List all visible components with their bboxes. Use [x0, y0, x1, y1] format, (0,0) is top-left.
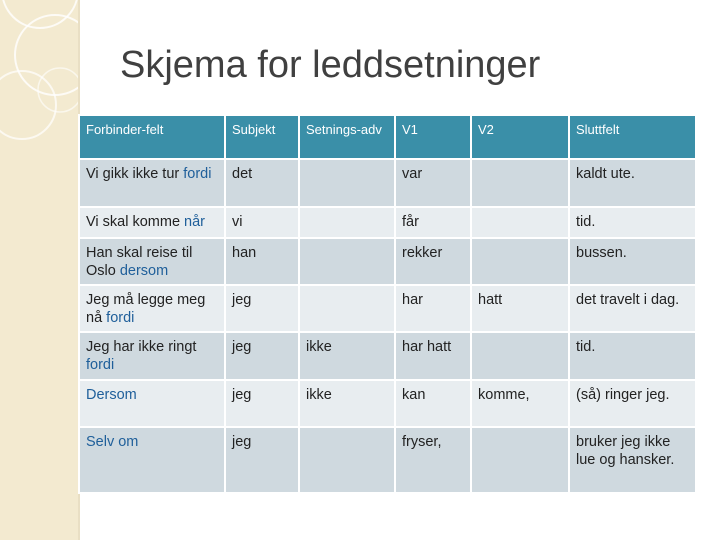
- conjunction: Selv om: [86, 434, 139, 450]
- subjekt-cell: vi: [225, 207, 299, 238]
- setningsadv-cell: [299, 159, 395, 207]
- decorative-side-band: [0, 0, 78, 540]
- subjekt-cell: jeg: [225, 427, 299, 493]
- setningsadv-cell: [299, 238, 395, 285]
- forbinder-text: Vi gikk ikke tur: [86, 166, 184, 182]
- v1-cell: kan: [395, 380, 471, 427]
- decorative-circles-graphic: [0, 0, 78, 540]
- v1-cell: fryser,: [395, 427, 471, 493]
- header-v1: V1: [395, 115, 471, 159]
- forbinder-cell: [79, 238, 225, 285]
- v2-cell: [471, 207, 569, 238]
- forbinder-text: Han skal reise til Oslo: [86, 245, 193, 279]
- table-row: [79, 332, 696, 380]
- conjunction: Dersom: [86, 387, 137, 403]
- table-row: [79, 238, 696, 285]
- setningsadv-cell: [299, 285, 395, 332]
- v1-cell: var: [395, 159, 471, 207]
- forbinder-cell: [79, 159, 225, 207]
- forbinder-cell: [79, 380, 225, 427]
- table-row: [79, 285, 696, 332]
- conjunction: fordi: [183, 166, 212, 182]
- forbinder-cell: [79, 427, 225, 493]
- v2-cell: [471, 332, 569, 380]
- forbinder-cell: [79, 207, 225, 238]
- clause-schema-table: [78, 114, 697, 494]
- v2-cell: komme,: [471, 380, 569, 427]
- sluttfelt-cell: bussen.: [569, 238, 696, 285]
- table-row: [79, 159, 696, 207]
- v2-cell: [471, 238, 569, 285]
- header-forbinder-felt: Forbinder-felt: [79, 115, 225, 159]
- table-row: [79, 427, 696, 493]
- setningsadv-cell: ikke: [299, 380, 395, 427]
- table-row: [79, 380, 696, 427]
- header-v2: V2: [471, 115, 569, 159]
- forbinder-cell: [79, 332, 225, 380]
- conjunction: dersom: [119, 263, 169, 279]
- v1-cell: rekker: [395, 238, 471, 285]
- forbinder-text: Vi skal komme: [86, 214, 185, 230]
- setningsadv-cell: [299, 427, 395, 493]
- table-row: [79, 207, 696, 238]
- v1-cell: har: [395, 285, 471, 332]
- forbinder-cell: [79, 285, 225, 332]
- slide-title: Skjema for leddsetninger: [120, 44, 541, 86]
- header-sluttfelt: Sluttfelt: [569, 115, 696, 159]
- conjunction: fordi: [86, 357, 115, 373]
- subjekt-cell: det: [225, 159, 299, 207]
- sluttfelt-cell: (så) ringer jeg.: [569, 380, 696, 427]
- conjunction: når: [184, 214, 206, 230]
- forbinder-text: Jeg har ikke ringt: [86, 339, 197, 355]
- sluttfelt-cell: kaldt ute.: [569, 159, 696, 207]
- table-header-row: [79, 115, 696, 159]
- sluttfelt-cell: det travelt i dag.: [569, 285, 696, 332]
- subjekt-cell: jeg: [225, 285, 299, 332]
- v1-cell: får: [395, 207, 471, 238]
- forbinder-text: Jeg må legge meg nå: [86, 292, 206, 326]
- header-setningsadv: Setnings-adv: [299, 115, 395, 159]
- v2-cell: [471, 159, 569, 207]
- sluttfelt-cell: tid.: [569, 332, 696, 380]
- setningsadv-cell: [299, 207, 395, 238]
- v2-cell: hatt: [471, 285, 569, 332]
- subjekt-cell: jeg: [225, 380, 299, 427]
- v2-cell: [471, 427, 569, 493]
- header-subjekt: Subjekt: [225, 115, 299, 159]
- subjekt-cell: jeg: [225, 332, 299, 380]
- subjekt-cell: han: [225, 238, 299, 285]
- v1-cell: har hatt: [395, 332, 471, 380]
- setningsadv-cell: ikke: [299, 332, 395, 380]
- conjunction: fordi: [106, 310, 135, 326]
- sluttfelt-cell: bruker jeg ikke lue og hansker.: [569, 427, 696, 493]
- sluttfelt-cell: tid.: [569, 207, 696, 238]
